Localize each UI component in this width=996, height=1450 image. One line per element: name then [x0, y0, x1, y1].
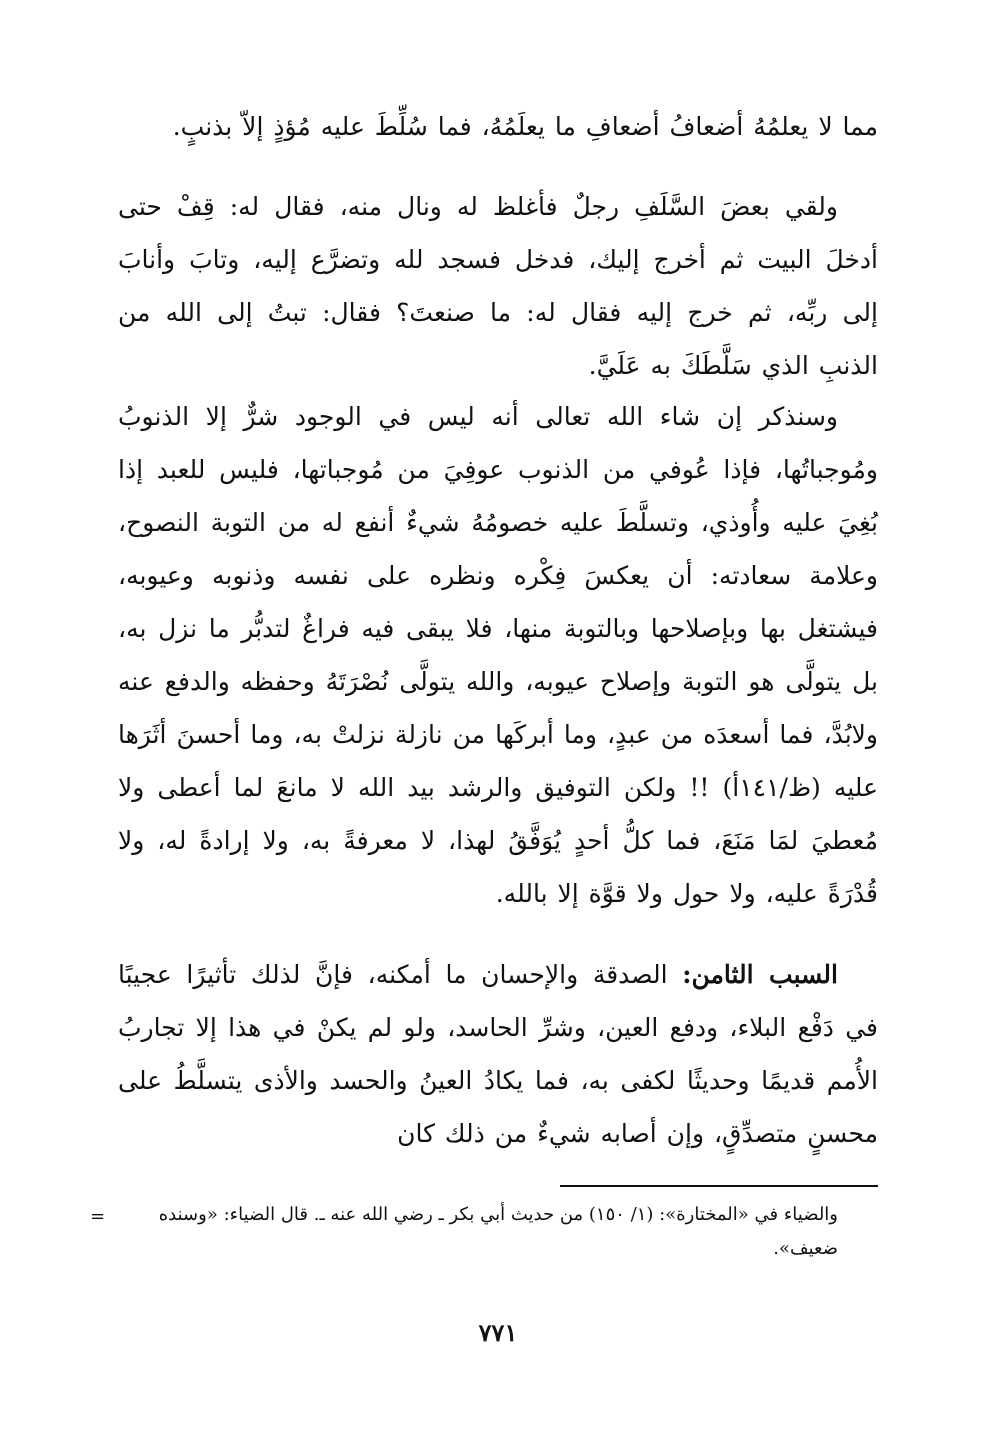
paragraph-sins-and-repentance: [118, 390, 878, 920]
paragraph-body: [118, 948, 878, 1160]
footnote-divider: [560, 1185, 878, 1187]
paragraph-text: وسنذكر إن شاء الله تعالى أنه ليس في الوجود شرٌّ إلا الذنوبُ ومُوجباتُها، فإذا عُوفي من الذنوب عوفِيَ من مُوجباتها، فليس للعبد إذا بُغِيَ عليه وأُوذي، وتسلَّطَ عليه خصومُهُ شيءٌ أنفع له من التوبة النصوح، وعلامة سعادته: أن يعكسَ فِكْره ونظره على نفسه وذنوبه وعيوبه، فيشتغل بها وبإصلاحها وبالتوبة منها، فلا يبقى فيه فراغٌ لتدبُّر ما نزل به، بل يتولَّى هو التوبة وإصلاح عيوبه، والله يتولَّى نُصْرَتَهُ وحفظه والدفع عنه ولابُدَّ، فما أسعدَه من عبدٍ، وما أبركَها من نازلة نزلتْ به، وما أحسنَ أثَرَها عليه (ظ/١٤١أ) !! ولكن التوفيق والرشد بيد الله لا مانعَ لما أعطى ولا مُعطيَ لمَا مَنَعَ، فما كلُّ أحدٍ يُوَفَّقُ لهذا، لا معرفةً به، ولا إرادةً له، ولا قُدْرَةً عليه، ولا حول ولا قوَّة إلا بالله.: [118, 402, 878, 908]
section-lead: السبب الثامن:: [682, 960, 838, 989]
paragraph-text: ولقي بعضَ السَّلَفِ رجلٌ فأغلظ له ونال منه، فقال له: قِفْ حتى أدخلَ البيت ثم أخرج إليك، فدخل فسجد لله وتضرَّع إليه، وتابَ وأنابَ إلى ربِّه، ثم خرج إليه فقال له: ما صنعتَ؟ فقال: تبتُ إلى الله من الذنبِ الذي سَلَّطَكَ به عَلَيَّ.: [118, 192, 878, 380]
footnote: [90, 1198, 878, 1266]
footnote-text: والضياء في «المختارة»: (١/ ١٥٠) من حديث أبي بكر ـ رضي الله عنه ـ. قال الضياء: «وسنده ضعيف».: [158, 1204, 838, 1259]
paragraph-salaf-story: [118, 180, 878, 392]
paragraph-eighth-reason: [118, 948, 878, 1160]
page-number: ٧٧١: [478, 1318, 518, 1347]
footnote-continuation-marker: =: [90, 1206, 106, 1227]
paragraph-continuation: [118, 100, 878, 153]
paragraph-text: الصدقة والإحسان ما أمكنه، فإنَّ لذلك تأثيرًا عجيبًا في دَفْع البلاء، ودفع العين، وشرِّ الحاسد، ولو لم يكنْ في هذا إلا تجاربُ الأُمم قديمًا وحديثًا لكفى به، فما يكادُ العينُ والحسد والأذى يتسلَّطُ على محسنٍ متصدِّقٍ، وإن أصابه شيءٌ من ذلك كان: [118, 960, 878, 1148]
paragraph-text: مما لا يعلمُهُ أضعافُ أضعافِ ما يعلَمُهُ، فما سُلِّطَ عليه مُؤذٍ إلاّ بذنبٍ.: [172, 112, 878, 141]
